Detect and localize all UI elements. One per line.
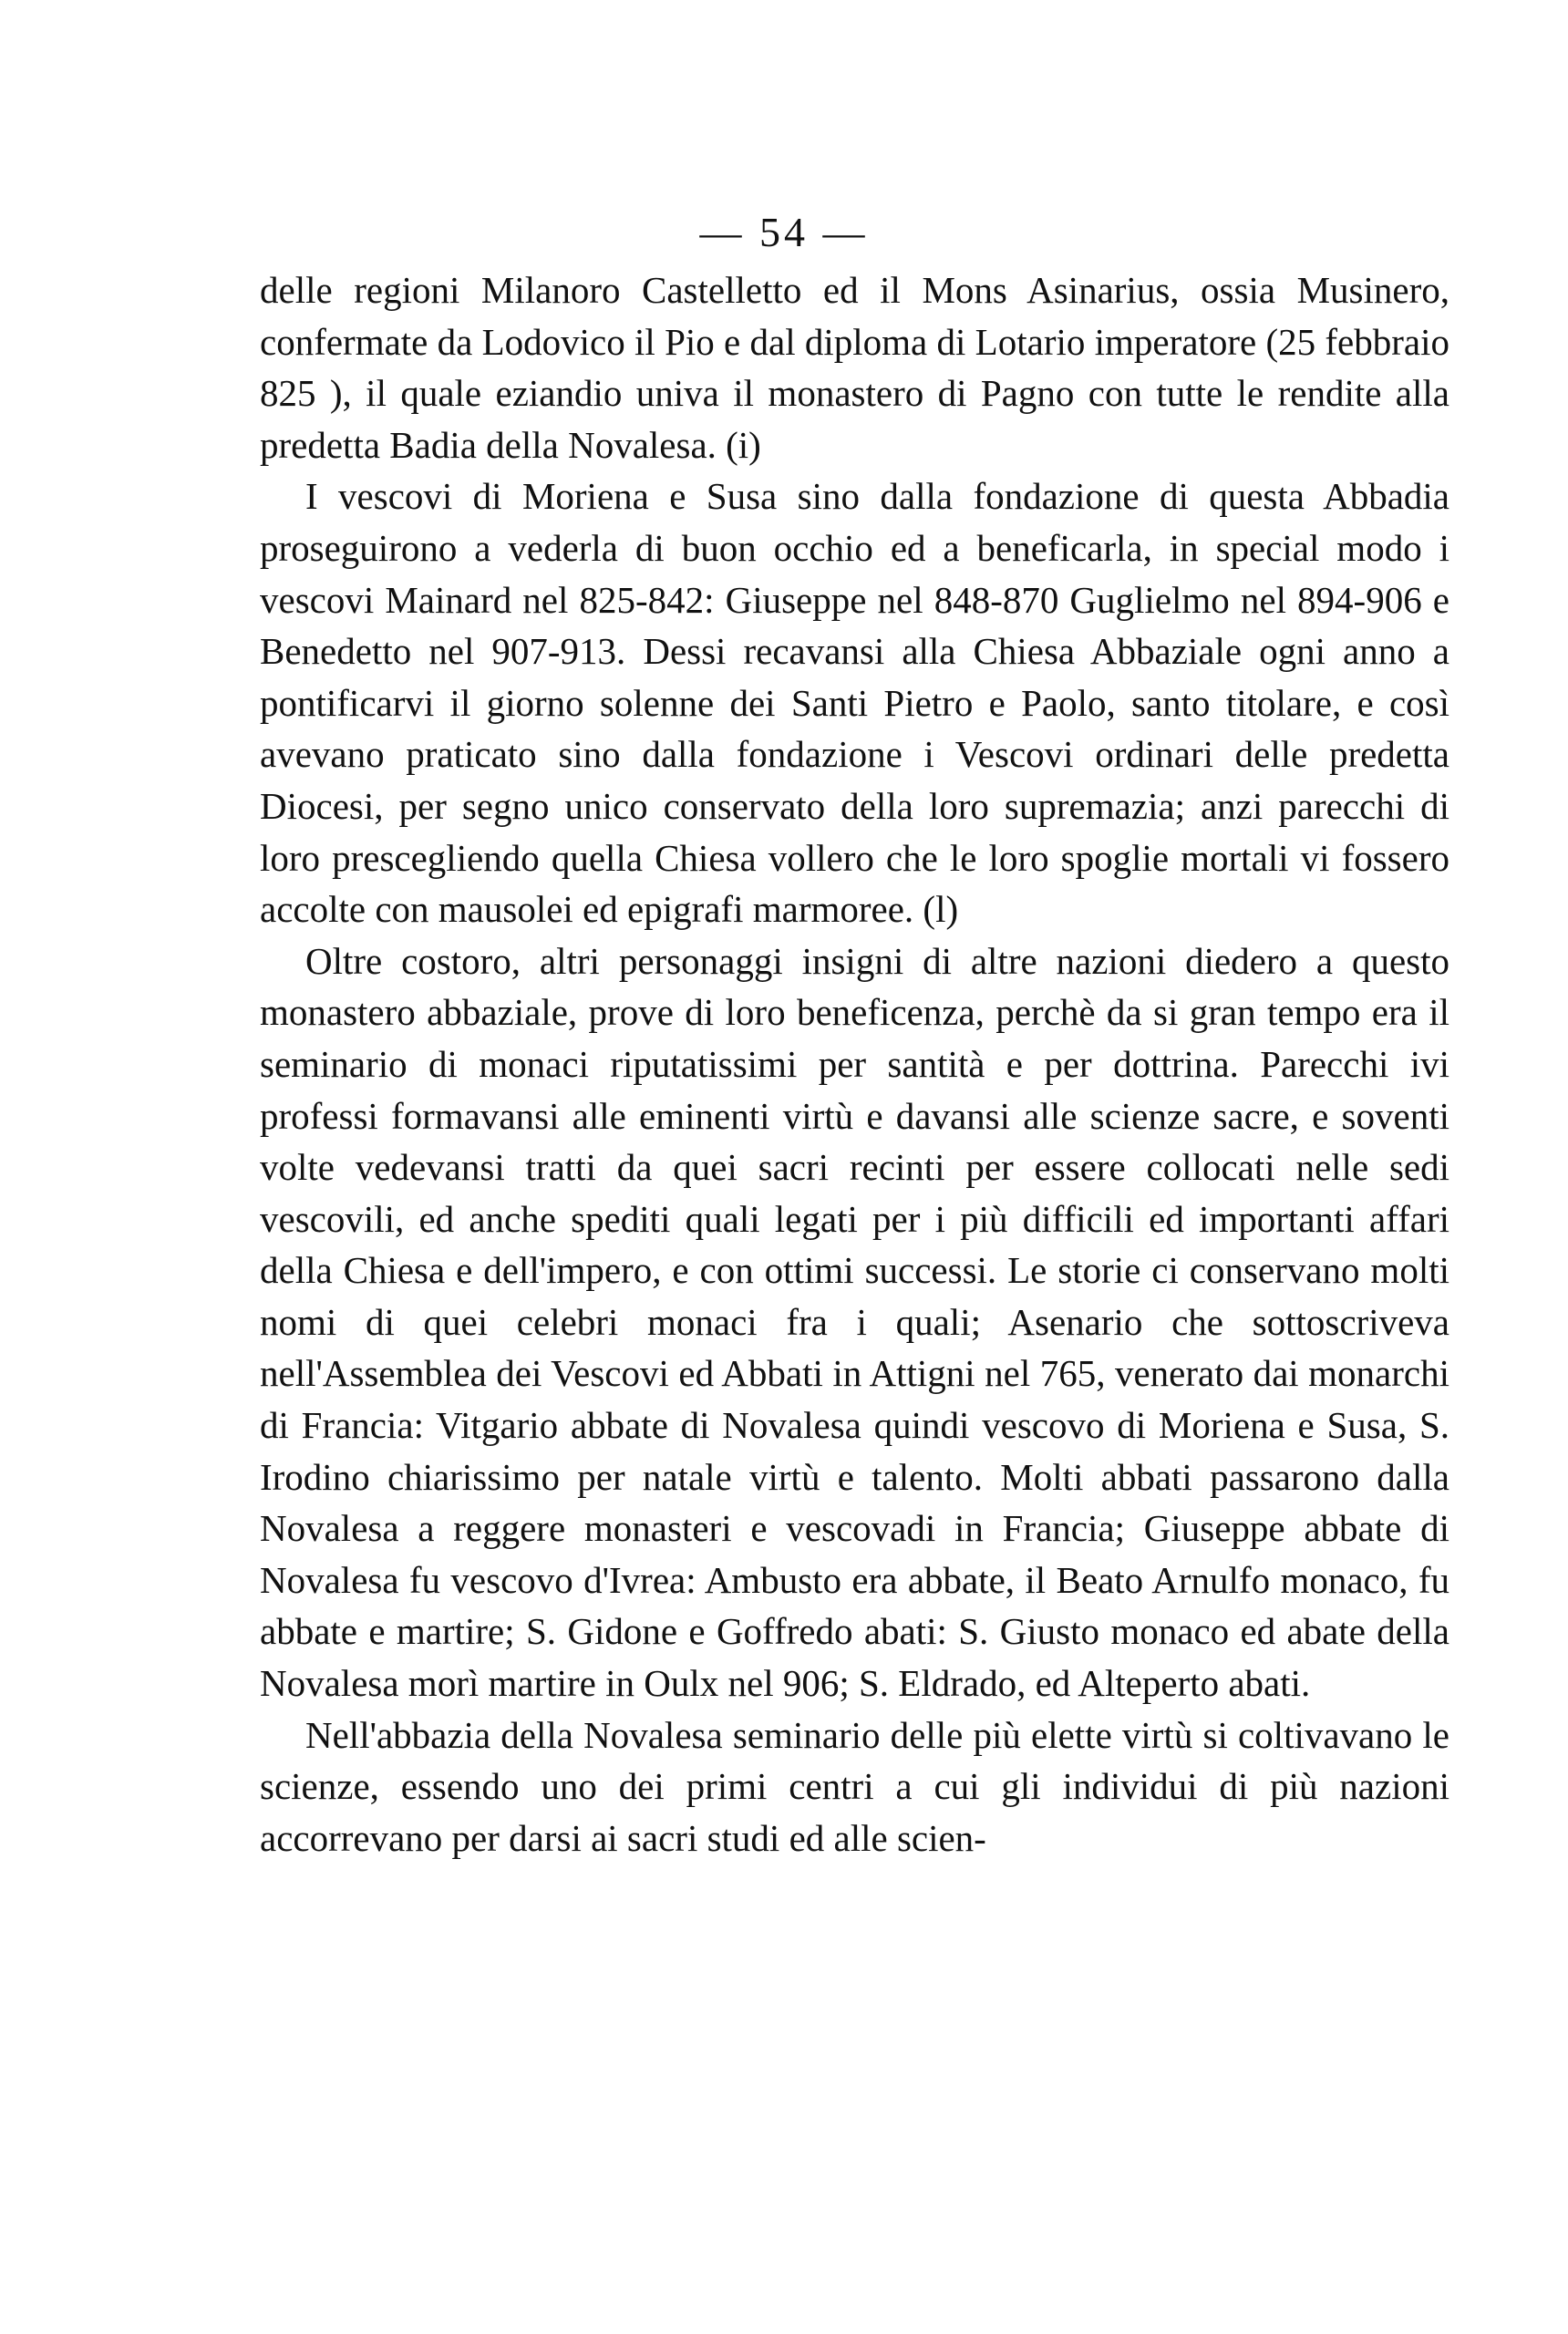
- paragraph-abbazia: Nell'abbazia della Novalesa seminario delle più elette virtù si coltivavano le scienze, essendo uno dei primi centri a cui gli individui di più nazioni accorrevano per darsi ai sacri studi ed alle scien-: [260, 1713, 1449, 1859]
- page-number: — 54 —: [699, 209, 869, 255]
- body-text: [260, 264, 1449, 1864]
- paragraph-vescovi: I vescovi di Moriena e Susa sino dalla fondazione di questa Abbadia proseguirono a vederla di buon occhio ed a beneficarla, in special modo i vescovi Mainard nel 825-842: Giuseppe nel 848-870 Guglielmo nel 894-906 e Benedetto nel 907-913. Dessi recavansi alla Chiesa Abbaziale ogni anno a pontificarvi il giorno solenne dei Santi Pietro e Paolo, santo titolare, e così avevano praticato sino dalla fondazione i Vescovi ordinari delle predetta Diocesi, per segno unico conservato della loro supremazia; anzi parecchi di loro prescegliendo quella Chiesa vollero che le loro spoglie mortali vi fossero accolte con mausolei ed epigrafi marmoree. (l): [260, 475, 1449, 931]
- paragraph-continuation: delle regioni Milanoro Castelletto ed il Mons Asinarius, ossia Musinero, confermate da Lodovico il Pio e dal diploma di Lotario imperatore (25 febbraio 825 ), il quale eziandio univa il monastero di Pagno con tutte le rendite alla predetta Badia della Novalesa. (i): [260, 269, 1449, 466]
- paragraph-personaggi: Oltre costoro, altri personaggi insigni di altre nazioni diedero a questo monastero abbaziale, prove di loro beneficenza, perchè da si gran tempo era il seminario di monaci riputatissimi per santità e per dottrina. Parecchi ivi professi formavansi alle eminenti virtù e davansi alle scienze sacre, e soventi volte vedevansi tratti da quei sacri recinti per essere collocati nelle sedi vescovili, ed anche spediti quali legati per i più difficili ed importanti affari della Chiesa e dell'impero, e con ottimi successi. Le storie ci conservano molti nomi di quei celebri monaci fra i quali; Asenario che sottoscriveva nell'Assemblea dei Vescovi ed Abbati in Attigni nel 765, venerato dai monarchi di Francia: Vitgario abbate di Novalesa quindi vescovo di Moriena e Susa, S. Irodino chiarissimo per natale virtù e talento. Molti abbati passarono dalla Novalesa a reggere monasteri e vescovadi in Francia; Giuseppe abbate di Novalesa fu vescovo d'Ivrea: Ambusto era abbate, il Beato Arnulfo monaco, fu abbate e martire; S. Gidone e Goffredo abati: S. Giusto monaco ed abate della Novalesa morì martire in Oulx nel 906; S. Eldrado, ed Alteperto abati.: [260, 939, 1449, 1705]
